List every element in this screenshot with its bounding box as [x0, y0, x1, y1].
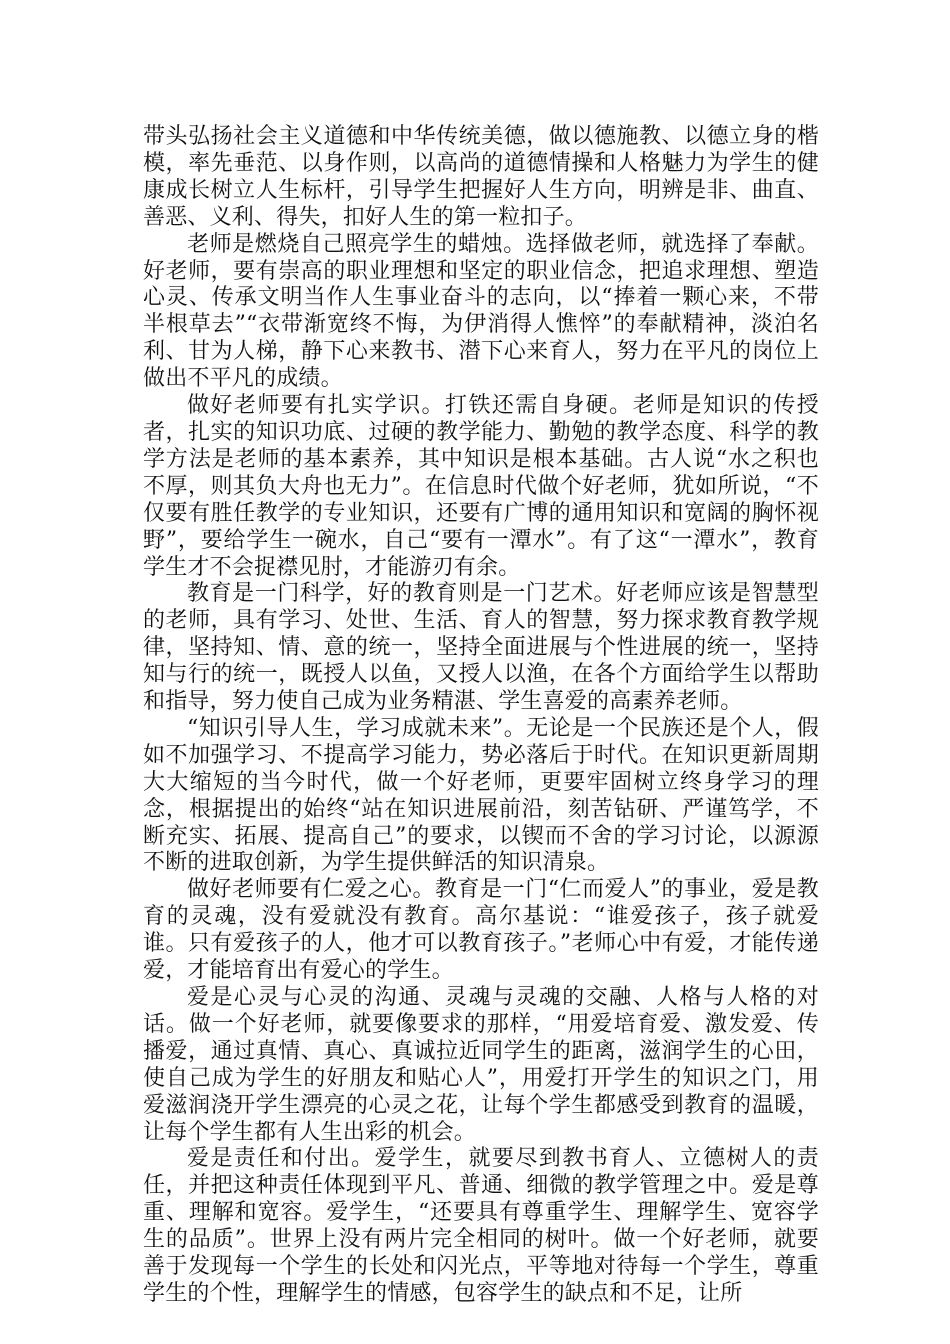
paragraph-4: 教育是一门科学，好的教育则是一门艺术。好老师应该是智慧型的老师，具有学习、处世、生活、育人的智慧，努力探求教育教学规律，坚持知、情、意的统一，坚持全面进展与个性进展的统一，坚持知与行的统一，既授人以鱼，又授人以渔，在各个方面给学生以帮助和指导，努力使自己成为业务精湛、学生喜爱的高素养老师。 — [143, 581, 819, 715]
paragraph-1: 带头弘扬社会主义道德和中华传统美德，做以德施教、以德立身的楷模，率先垂范、以身作则，以高尚的道德情操和人格魅力为学生的健康成长树立人生标杆，引导学生把握好人生方向，明辨是非、曲直、善恶、义利、得失，扣好人生的第一粒扣子。 — [143, 124, 819, 230]
document-body — [143, 124, 819, 1308]
paragraph-8: 爱是责任和付出。爱学生，就要尽到教书育人、立德树人的责任，并把这种责任体现到平凡、普通、细微的教学管理之中。爱是尊重、理解和宽容。爱学生，“还要具有尊重学生、理解学生、宽容学生的品质”。世界上没有两片完全相同的树叶。做一个好老师，就要善于发现每一个学生的长处和闪光点，平等地对待每一个学生，尊重学生的个性，理解学生的情感，包容学生的缺点和不足，让所 — [143, 1146, 819, 1306]
paragraph-6: 做好老师要有仁爱之心。教育是一门“仁而爱人”的事业，爱是教育的灵魂，没有爱就没有教育。高尔基说：“谁爱孩子，孩子就爱谁。只有爱孩子的人，他才可以教育孩子。”老师心中有爱，才能传递爱，才能培育出有爱心的学生。 — [143, 877, 819, 984]
paragraph-2: 老师是燃烧自己照亮学生的蜡烛。选择做老师，就选择了奉献。好老师，要有崇高的职业理想和坚定的职业信念，把追求理想、塑造心灵、传承文明当作人生事业奋斗的志向，以“捧着一颗心来，不带半根草去”“衣带渐宽终不悔，为伊消得人憔悴”的奉献精神，淡泊名利、甘为人梯，静下心来教书、潜下心来育人，努力在平凡的岗位上做出不平凡的成绩。 — [143, 231, 819, 392]
paragraph-3: 做好老师要有扎实学识。打铁还需自身硬。老师是知识的传授者，扎实的知识功底、过硬的教学能力、勤勉的教学态度、科学的教学方法是老师的基本素养，其中知识是根本基础。古人说“水之积也不厚，则其负大舟也无力”。在信息时代做个好老师，犹如所说，“不仅要有胜任教学的专业知识，还要有广博的通用知识和宽阔的胸怀视野”，要给学生一碗水，自己“要有一潭水”。有了这“一潭水”，教育学生才不会捉襟见肘，才能游刃有余。 — [143, 393, 819, 580]
paragraph-5: “知识引导人生，学习成就未来”。无论是一个民族还是个人，假如不加强学习、不提高学习能力，势必落后于时代。在知识更新周期大大缩短的当今时代，做一个好老师，更要牢固树立终身学习的理念，根据提出的始终“站在知识进展前沿，刻苦钻研、严谨笃学，不断充实、拓展、提高自己”的要求，以锲而不舍的学习讨论，以源源不断的进取创新，为学生提供鲜活的知识清泉。 — [143, 715, 819, 876]
paragraph-7: 爱是心灵与心灵的沟通、灵魂与灵魂的交融、人格与人格的对话。做一个好老师，就要像要求的那样，“用爱培育爱、激发爱、传播爱，通过真情、真心、真诚拉近同学生的距离，滋润学生的心田，使自己成为学生的好朋友和贴心人”，用爱打开学生的知识之门，用爱滋润浇开学生漂亮的心灵之花，让每个学生都感受到教育的温暖，让每个学生都有人生出彩的机会。 — [143, 985, 819, 1145]
